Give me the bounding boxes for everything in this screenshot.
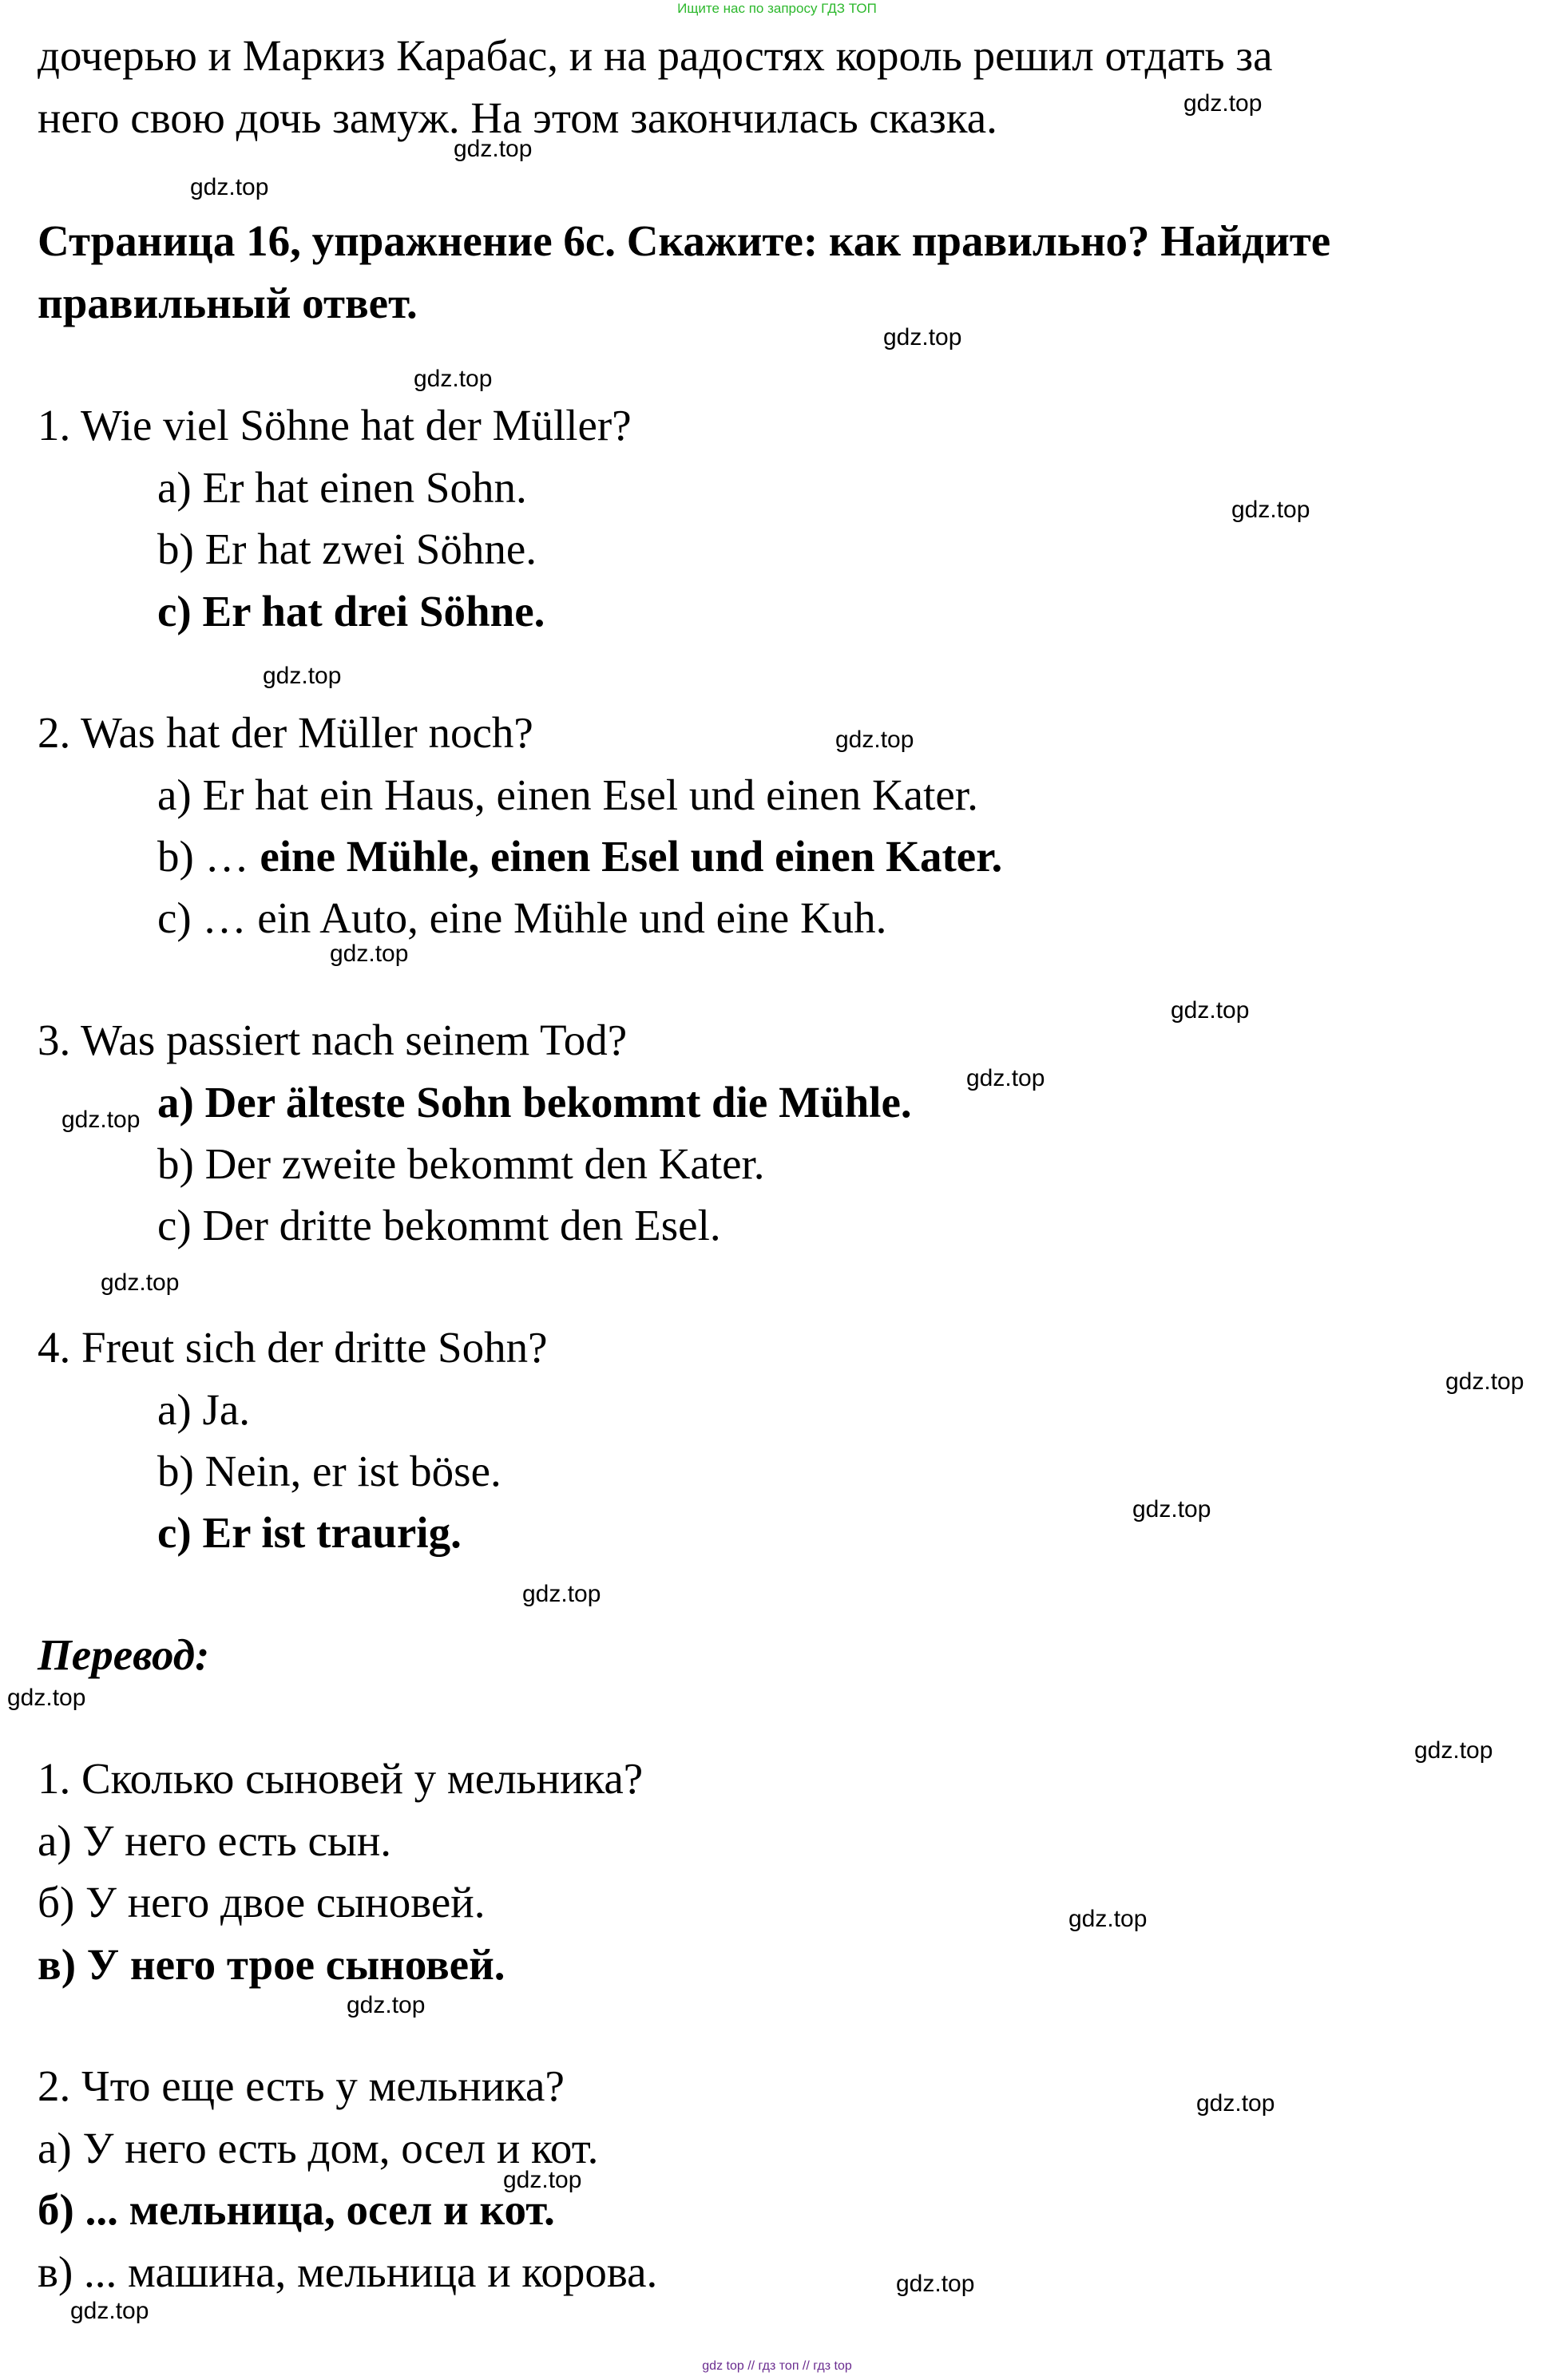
watermark: gdz.top	[522, 1581, 601, 1607]
question-1: 1. Wie viel Söhne hat der Müller?	[38, 401, 632, 449]
translation-title: Перевод:	[38, 1630, 210, 1679]
intro-line-1: дочерью и Маркиз Карабас, и на радостях король решил отдать за	[38, 31, 1273, 80]
question-4-option-c-correct: c) Er ist traurig.	[157, 1508, 462, 1557]
question-2: 2. Was hat der Müller noch?	[38, 708, 533, 757]
watermark: gdz.top	[883, 324, 962, 350]
watermark: gdz.top	[454, 136, 533, 162]
watermark: gdz.top	[1171, 997, 1250, 1024]
search-banner: Ищите нас по запросу ГДЗ ТОП	[677, 1, 877, 16]
footer-links: gdz top // гдз топ // гдз top	[702, 2359, 852, 2373]
question-3: 3. Was passiert nach seinem Tod?	[38, 1016, 628, 1064]
question-3-option-c: c) Der dritte bekommt den Esel.	[157, 1201, 721, 1249]
watermark: gdz.top	[347, 1992, 426, 2018]
question-2-option-b-prefix: b) …	[157, 832, 249, 881]
watermark: gdz.top	[263, 663, 342, 689]
watermark: gdz.top	[1132, 1496, 1211, 1523]
question-3-option-a-correct: a) Der älteste Sohn bekommt die Mühle.	[157, 1078, 912, 1127]
question-4-option-b: b) Nein, er ist böse.	[157, 1447, 501, 1495]
watermark: gdz.top	[101, 1269, 180, 1296]
translation-question-1-option-c-correct: в) У него трое сыновей.	[38, 1940, 505, 1989]
exercise-heading-line-1: Страница 16, упражнение 6с. Скажите: как правильно? Найдите	[38, 216, 1331, 265]
watermark: gdz.top	[330, 941, 409, 967]
watermark: gdz.top	[70, 2298, 149, 2324]
watermark: gdz.top	[503, 2167, 582, 2193]
watermark: gdz.top	[835, 727, 914, 753]
question-4-option-a: a) Ja.	[157, 1385, 251, 1434]
question-2-option-b-answer: eine Mühle, einen Esel und einen Kater.	[260, 832, 1003, 881]
question-2-option-c: c) … ein Auto, eine Mühle und eine Kuh.	[157, 893, 887, 942]
question-4: 4. Freut sich der dritte Sohn?	[38, 1323, 548, 1372]
question-2-option-b-correct	[157, 832, 1003, 881]
question-1-option-c-correct: c) Er hat drei Söhne.	[157, 587, 545, 636]
question-2-option-a: a) Er hat ein Haus, einen Esel und einen Kater.	[157, 770, 978, 819]
translation-question-2-option-c: в) ... машина, мельница и корова.	[38, 2247, 658, 2296]
watermark: gdz.top	[896, 2271, 975, 2297]
question-3-option-b: b) Der zweite bekommt den Kater.	[157, 1139, 765, 1188]
watermark: gdz.top	[7, 1685, 86, 1711]
translation-question-1-option-a: а) У него есть сын.	[38, 1816, 392, 1865]
translation-question-2-option-a: а) У него есть дом, осел и кот.	[38, 2124, 599, 2172]
watermark: gdz.top	[414, 366, 493, 392]
watermark: gdz.top	[1445, 1368, 1524, 1395]
question-1-option-b: b) Er hat zwei Söhne.	[157, 525, 537, 573]
watermark: gdz.top	[1183, 90, 1263, 117]
exercise-heading-line-2: правильный ответ.	[38, 279, 418, 327]
watermark: gdz.top	[1414, 1737, 1493, 1764]
question-1-option-a: a) Er hat einen Sohn.	[157, 463, 527, 512]
watermark: gdz.top	[190, 174, 269, 200]
translation-question-1: 1. Сколько сыновей у мельника?	[38, 1754, 644, 1803]
watermark: gdz.top	[61, 1107, 141, 1133]
watermark: gdz.top	[1231, 497, 1310, 523]
translation-question-2: 2. Что еще есть у мельника?	[38, 2061, 565, 2110]
watermark: gdz.top	[966, 1065, 1045, 1091]
translation-question-1-option-b: б) У него двое сыновей.	[38, 1878, 486, 1927]
intro-line-2: него свою дочь замуж. На этом закончилась сказка.	[38, 93, 997, 142]
watermark: gdz.top	[1196, 2090, 1275, 2117]
translation-question-2-option-b-correct: б) ... мельница, осел и кот.	[38, 2185, 555, 2234]
watermark: gdz.top	[1068, 1906, 1148, 1932]
